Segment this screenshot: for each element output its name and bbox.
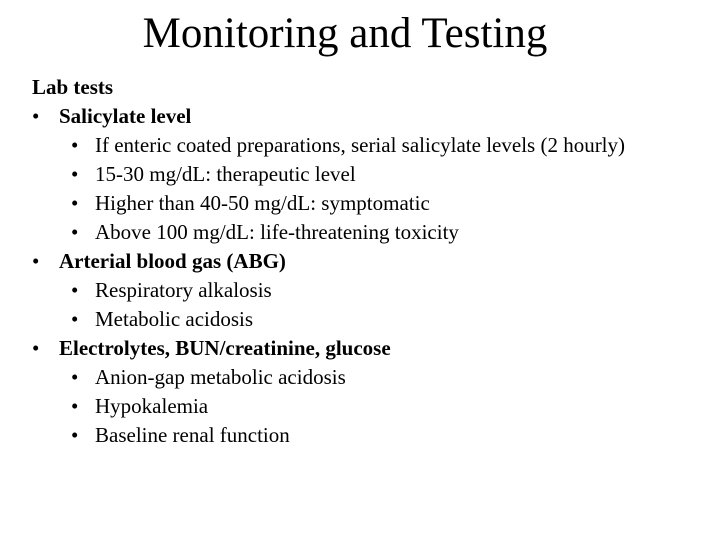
section-label: Arterial blood gas (ABG): [59, 249, 286, 273]
bullet-icon: •: [71, 162, 79, 186]
bullet-icon: •: [32, 249, 40, 273]
list-item: [32, 305, 692, 334]
list-item-text: Baseline renal function: [95, 423, 290, 447]
section-arterial-blood-gas: [32, 247, 692, 276]
bullet-icon: •: [71, 394, 79, 418]
bullet-icon: •: [32, 104, 40, 128]
list-item-text: Above 100 mg/dL: life-threatening toxicity: [95, 220, 459, 244]
bullet-icon: •: [71, 365, 79, 389]
slide-content: [32, 73, 692, 450]
list-item-text: Respiratory alkalosis: [95, 278, 272, 302]
bullet-icon: •: [71, 133, 79, 157]
list-item-text: Higher than 40-50 mg/dL: symptomatic: [95, 191, 430, 215]
list-item-text: Hypokalemia: [95, 394, 209, 418]
list-item-text: Anion-gap metabolic acidosis: [95, 365, 346, 389]
list-item: [32, 392, 692, 421]
section-electrolytes: [32, 334, 692, 363]
list-item-text: Metabolic acidosis: [95, 307, 254, 331]
slide-title: Monitoring and Testing: [142, 10, 548, 57]
bullet-icon: •: [71, 307, 79, 331]
list-item: [32, 363, 692, 392]
bullet-icon: •: [71, 220, 79, 244]
bullet-icon: •: [71, 278, 79, 302]
list-item: [32, 421, 692, 450]
list-item-text: If enteric coated preparations, serial salicylate levels (2 hourly): [95, 133, 626, 157]
bullet-icon: •: [71, 191, 79, 215]
list-item: [32, 189, 692, 218]
list-item-text: 15-30 mg/dL: therapeutic level: [95, 162, 356, 186]
bullet-icon: •: [32, 336, 40, 360]
list-item: [32, 276, 692, 305]
bullet-icon: •: [71, 423, 79, 447]
list-item: [32, 160, 692, 189]
list-item: [32, 131, 692, 160]
section-label: Electrolytes, BUN/creatinine, glucose: [59, 336, 391, 360]
content-heading: Lab tests: [32, 75, 114, 99]
section-salicylate-level: [32, 102, 692, 131]
list-item: [32, 218, 692, 247]
section-label: Salicylate level: [59, 104, 192, 128]
